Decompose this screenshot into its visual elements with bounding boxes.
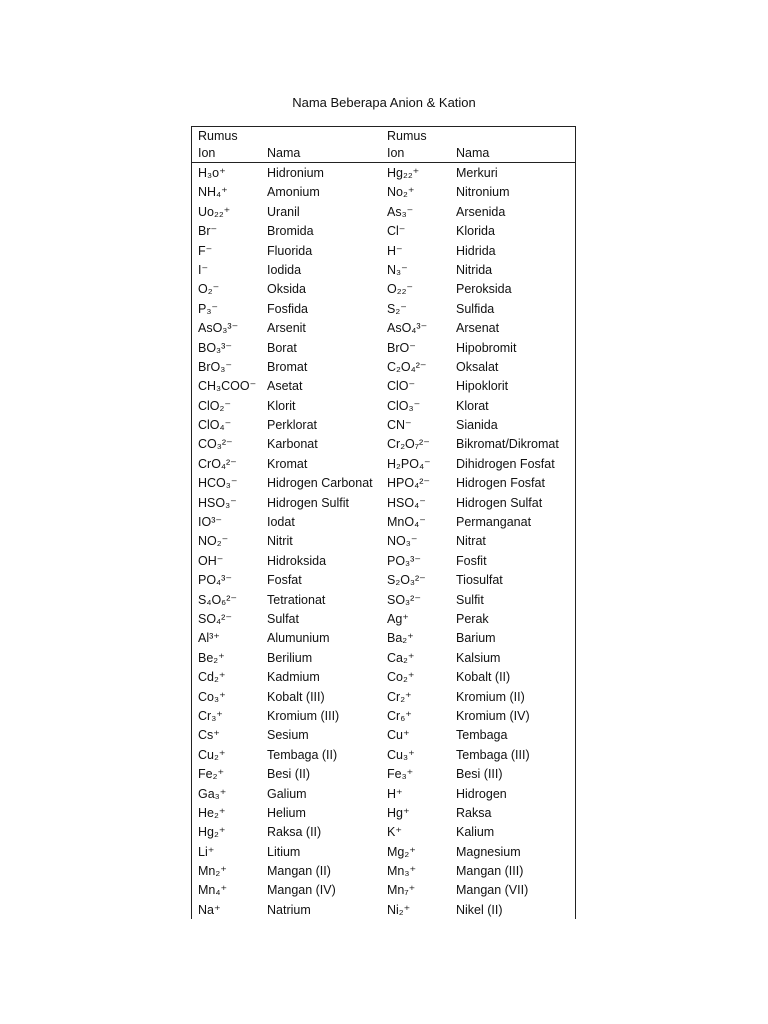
right-ion-formula: CN⁻ [387, 418, 412, 433]
left-ion-name: Fosfida [267, 301, 308, 316]
left-ion-name: Kromium (III) [267, 708, 340, 723]
left-ion-formula: PO₄³⁻ [198, 573, 232, 588]
right-ion-formula: No₂⁺ [387, 185, 415, 200]
left-ion-name: Karbonat [267, 437, 318, 452]
left-ion-name: Hidrogen Sulfit [267, 495, 349, 510]
right-ion-formula: BrO⁻ [387, 340, 416, 355]
left-ion-name: Besi (II) [267, 767, 311, 782]
left-ion-name: Helium [267, 805, 306, 820]
right-ion-name: Hidrogen Sulfat [456, 495, 543, 510]
right-ion-formula: Cu₃⁺ [387, 747, 415, 762]
left-ion-formula: CrO₄²⁻ [198, 456, 237, 471]
left-ion-name: Kobalt (III) [267, 689, 325, 704]
right-ion-name: Magnesium [456, 844, 521, 859]
left-ion-formula: P₃⁻ [198, 301, 219, 316]
table-row [192, 765, 575, 784]
left-ion-formula: SO₄²⁻ [198, 611, 232, 626]
left-ion-formula: NO₂⁻ [198, 534, 229, 549]
table-row [192, 688, 575, 707]
table-row [192, 532, 575, 551]
table-row [192, 416, 575, 435]
table-row [192, 183, 575, 202]
right-ion-name: Kalsium [456, 650, 501, 665]
table-row [192, 222, 575, 241]
right-ion-formula: Cu⁺ [387, 728, 410, 743]
table-row [192, 242, 575, 261]
right-ion-name: Hidrogen Fosfat [456, 476, 545, 491]
left-ion-formula: Cd₂⁺ [198, 670, 226, 685]
right-ion-formula: SO₃²⁻ [387, 592, 421, 607]
right-ion-name: Fosfit [456, 553, 487, 568]
left-ion-name: Amonium [267, 185, 320, 200]
left-ion-formula: Li⁺ [198, 844, 215, 859]
left-ion-name: Natrium [267, 902, 311, 917]
right-ion-name: Nitrida [456, 262, 493, 277]
left-ion-formula: Cs⁺ [198, 728, 220, 743]
left-ion-formula: Uo₂₂⁺ [198, 204, 231, 219]
left-ion-name: Fosfat [267, 573, 302, 588]
left-ion-name: Nitrit [267, 534, 293, 549]
right-ion-formula: S₂O₃²⁻ [387, 573, 426, 588]
right-ion-formula: HSO₄⁻ [387, 495, 426, 510]
right-ion-name: Mangan (III) [456, 864, 524, 879]
left-ion-formula: I⁻ [198, 262, 209, 277]
right-ion-name: Raksa [456, 805, 492, 820]
right-ion-name: Permanganat [456, 515, 532, 530]
left-ion-formula: AsO₃³⁻ [198, 321, 239, 336]
left-ion-formula: Co₃⁺ [198, 689, 226, 704]
left-ion-name: Tetrationat [267, 592, 326, 607]
left-ion-name: Hidroksida [267, 553, 327, 568]
right-ion-formula: Ca₂⁺ [387, 650, 415, 665]
table-body [192, 164, 575, 920]
left-ion-name: Bromat [267, 359, 308, 374]
left-ion-name: Iodida [267, 262, 302, 277]
right-ion-name: Kromium (II) [456, 689, 525, 704]
right-ion-name: Tembaga [456, 728, 508, 743]
table-row [192, 804, 575, 823]
left-ion-name: Litium [267, 844, 301, 859]
left-ion-formula: HSO₃⁻ [198, 495, 237, 510]
left-ion-name: Hidronium [267, 166, 324, 180]
table-row [192, 552, 575, 571]
left-ion-formula: F⁻ [198, 243, 213, 258]
left-ion-name: Uranil [267, 204, 300, 219]
table-row [192, 164, 575, 183]
right-ion-name: Hidrogen [456, 786, 507, 801]
table-row [192, 862, 575, 881]
table-row [192, 629, 575, 648]
right-ion-formula: H⁺ [387, 786, 403, 801]
left-ion-formula: He₂⁺ [198, 805, 226, 820]
right-ion-name: Barium [456, 631, 496, 646]
right-ion-name: Hidrida [456, 243, 496, 258]
right-ion-name: Klorida [456, 224, 495, 239]
left-ion-formula: Na⁺ [198, 902, 221, 917]
right-ion-name: Tiosulfat [456, 573, 503, 588]
right-ion-formula: Cr₆⁺ [387, 708, 412, 723]
left-ion-name: Kromat [267, 456, 308, 471]
ion-table [191, 126, 576, 919]
table-row [192, 397, 575, 416]
right-ion-name: Peroksida [456, 282, 512, 297]
right-ion-formula: C₂O₄²⁻ [387, 359, 427, 374]
left-ion-name: Raksa (II) [267, 825, 322, 840]
left-ion-name: Kadmium [267, 670, 320, 685]
right-ion-name: Nikel (II) [456, 902, 503, 917]
right-ion-name: Dihidrogen Fosfat [456, 456, 555, 471]
left-ion-name: Sulfat [267, 611, 299, 626]
right-ion-formula: Mn₇⁺ [387, 883, 416, 898]
left-ion-formula: BO₃³⁻ [198, 340, 232, 355]
table-row [192, 435, 575, 454]
right-ion-formula: HPO₄²⁻ [387, 476, 430, 491]
left-ion-formula: NH₄⁺ [198, 185, 228, 200]
left-ion-name: Borat [267, 340, 297, 355]
right-ion-formula: Ni₂⁺ [387, 902, 411, 917]
left-ion-name: Galium [267, 786, 307, 801]
left-ion-formula: Ga₃⁺ [198, 786, 227, 801]
right-ion-name: Mangan (VII) [456, 883, 529, 898]
header-right-ion: Ion [387, 146, 405, 160]
left-ion-formula: OH⁻ [198, 553, 224, 568]
header-left-ion: Ion [198, 146, 216, 160]
left-ion-name: Mangan (II) [267, 864, 331, 879]
right-ion-name: Kromium (IV) [456, 708, 530, 723]
left-ion-name: Mangan (IV) [267, 883, 336, 898]
right-ion-formula: AsO₄³⁻ [387, 321, 428, 336]
right-ion-formula: NO₃⁻ [387, 534, 418, 549]
table-row [192, 591, 575, 610]
right-ion-formula: K⁺ [387, 825, 402, 840]
table-row [192, 610, 575, 629]
right-ion-name: Sulfida [456, 301, 495, 316]
right-ion-formula: MnO₄⁻ [387, 515, 426, 530]
left-ion-formula: S₄O₆²⁻ [198, 592, 237, 607]
left-ion-formula: ClO₂⁻ [198, 398, 231, 413]
right-ion-formula: Ba₂⁺ [387, 631, 414, 646]
right-ion-name: Hipobromit [456, 340, 517, 355]
table-row [192, 707, 575, 726]
table-row [192, 726, 575, 745]
header-left-rumus: Rumus [198, 129, 238, 143]
right-ion-formula: O₂₂⁻ [387, 282, 414, 297]
right-ion-formula: Hg₂₂⁺ [387, 166, 420, 180]
table-row [192, 513, 575, 532]
right-ion-formula: Fe₃⁺ [387, 767, 414, 782]
right-ion-name: Oksalat [456, 359, 499, 374]
right-ion-formula: S₂⁻ [387, 301, 407, 316]
right-ion-name: Nitrat [456, 534, 486, 549]
right-ion-formula: Cl⁻ [387, 224, 406, 239]
left-ion-name: Alumunium [267, 631, 330, 646]
table-row [192, 823, 575, 842]
left-ion-formula: Mn₄⁺ [198, 883, 228, 898]
left-ion-name: Hidrogen Carbonat [267, 476, 373, 491]
left-ion-name: Sesium [267, 728, 309, 743]
left-ion-name: Tembaga (II) [267, 747, 338, 762]
left-ion-formula: Cr₃⁺ [198, 708, 223, 723]
left-ion-name: Perklorat [267, 418, 318, 433]
table-row [192, 843, 575, 862]
left-ion-formula: Hg₂⁺ [198, 825, 226, 840]
table-row [192, 203, 575, 222]
left-ion-name: Iodat [267, 515, 295, 530]
left-ion-name: Berilium [267, 650, 313, 665]
right-ion-formula: H₂PO₄⁻ [387, 456, 431, 471]
right-ion-formula: Co₂⁺ [387, 670, 415, 685]
right-ion-formula: Cr₂⁺ [387, 689, 412, 704]
right-ion-name: Arsenat [456, 321, 500, 336]
right-ion-name: Sianida [456, 418, 498, 433]
left-ion-formula: Fe₂⁺ [198, 767, 225, 782]
right-ion-name: Besi (III) [456, 767, 503, 782]
table-header [192, 127, 575, 163]
table-row [192, 358, 575, 377]
right-ion-formula: PO₃³⁻ [387, 553, 421, 568]
right-ion-formula: ClO⁻ [387, 379, 416, 394]
left-ion-formula: Al³⁺ [198, 631, 220, 646]
right-ion-name: Nitronium [456, 185, 510, 200]
left-ion-formula: ClO₄⁻ [198, 418, 232, 433]
right-ion-formula: Mn₃⁺ [387, 864, 417, 879]
right-ion-formula: Cr₂O₇²⁻ [387, 437, 430, 452]
left-ion-name: Klorit [267, 398, 296, 413]
left-ion-formula: Mn₂⁺ [198, 864, 227, 879]
left-ion-formula: Br⁻ [198, 224, 218, 239]
table-row [192, 455, 575, 474]
table-row [192, 494, 575, 513]
left-ion-name: Bromida [267, 224, 314, 239]
left-ion-name: Oksida [267, 282, 306, 297]
left-ion-formula: Cu₂⁺ [198, 747, 226, 762]
left-ion-name: Asetat [267, 379, 303, 394]
right-ion-formula: H⁻ [387, 243, 403, 258]
right-ion-name: Sulfit [456, 592, 484, 607]
table-row [192, 319, 575, 338]
table-row [192, 746, 575, 765]
table-row [192, 300, 575, 319]
table-row [192, 785, 575, 804]
table-row [192, 571, 575, 590]
left-ion-name: Arsenit [267, 321, 306, 336]
header-right-nama: Nama [456, 146, 490, 160]
table-row [192, 377, 575, 396]
left-ion-name: Fluorida [267, 243, 313, 258]
header-left-nama: Nama [267, 146, 301, 160]
right-ion-formula: Mg₂⁺ [387, 844, 416, 859]
right-ion-name: Arsenida [456, 204, 506, 219]
left-ion-formula: CO₃²⁻ [198, 437, 233, 452]
right-ion-name: Kalium [456, 825, 495, 840]
left-ion-formula: CH₃COO⁻ [198, 379, 257, 394]
table-row [192, 339, 575, 358]
table-row [192, 901, 575, 920]
left-ion-formula: BrO₃⁻ [198, 359, 232, 374]
right-ion-name: Klorat [456, 398, 489, 413]
right-ion-formula: ClO₃⁻ [387, 398, 421, 413]
right-ion-name: Hipoklorit [456, 379, 509, 394]
right-ion-formula: Ag⁺ [387, 611, 409, 626]
page-title: Nama Beberapa Anion & Kation [292, 95, 476, 110]
right-ion-formula: N₃⁻ [387, 262, 408, 277]
right-ion-formula: As₃⁻ [387, 204, 414, 219]
right-ion-name: Tembaga (III) [456, 747, 530, 762]
left-ion-formula: HCO₃⁻ [198, 476, 238, 491]
right-ion-name: Merkuri [456, 166, 498, 180]
table-row [192, 261, 575, 280]
table-row [192, 280, 575, 299]
right-ion-name: Bikromat/Dikromat [456, 437, 559, 452]
left-ion-formula: Be₂⁺ [198, 650, 225, 665]
left-ion-formula: H₃o⁺ [198, 166, 226, 180]
right-ion-name: Kobalt (II) [456, 670, 511, 685]
header-right-rumus: Rumus [387, 129, 427, 143]
left-ion-formula: O₂⁻ [198, 282, 220, 297]
table-row [192, 474, 575, 493]
table-row [192, 668, 575, 687]
right-ion-formula: Hg⁺ [387, 805, 410, 820]
right-ion-name: Perak [456, 611, 489, 626]
table-row [192, 649, 575, 668]
left-ion-formula: IO³⁻ [198, 515, 222, 530]
table-row [192, 881, 575, 900]
